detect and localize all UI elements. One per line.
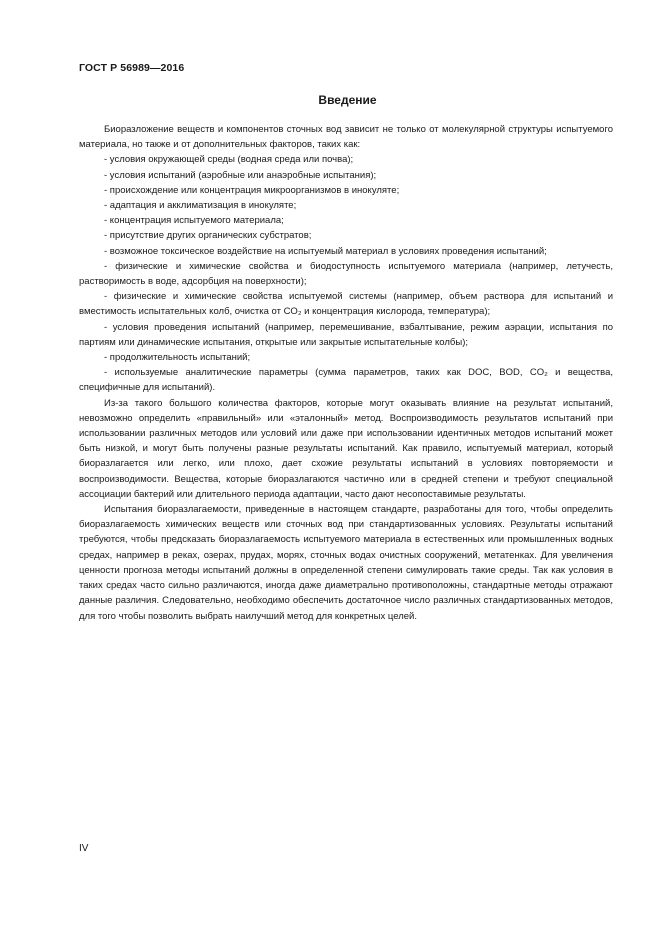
list-item: - условия испытаний (аэробные или анаэробные испытания);: [104, 169, 377, 181]
list-item: - адаптация и акклиматизация в инокуляте;: [104, 200, 297, 212]
list-item: - происхождение или концентрация микроорганизмов в инокуляте;: [104, 184, 400, 196]
standard-header: ГОСТ Р 56989—2016: [79, 62, 185, 74]
list-item: - присутствие других органических субстратов;: [104, 230, 312, 242]
list-item: - продолжительность испытаний;: [104, 352, 251, 364]
list-item: - условия проведения испытаний (например, перемешивание, взбалтывание, режим аэрации, испытания по партиям или динамические испытания, открытые или закрытые испытательные колбы);: [79, 321, 613, 348]
list-item: - возможное токсическое воздействие на испытуемый материал в условиях проведения испытаний;: [104, 245, 547, 257]
list-item: - физические и химические свойства и биодоступность испытуемого материала (например, летучесть, растворимость в воде, адсорбция на поверхности);: [79, 260, 613, 288]
section-title: Введение: [318, 93, 377, 107]
list-item: - используемые аналитические параметры (сумма параметров, таких как DOC, BOD, CO₂ и вещества, специфичные для испытаний).: [79, 367, 613, 394]
body-paragraph: Испытания биоразлагаемости, приведенные в настоящем стандарте, разработаны для того, чтобы определить биоразлагаемость химических веществ или сточных вод при стандартизованных условиях. Результаты испытаний требуются, чтобы предсказать биоразлагаемость испытуемого материала в естественных или промышленных водных средах, например в реках, озерах, прудах, морях, сточных водах очистных сооружений, метатенках. Для увеличения ценности прогноза методы испытаний должны в определенной степени симулировать такие среды. Так как условия в таких средах часто сильно различаются, иногда даже диаметрально противоположны, стандартные методы отражают данные различия. Следовательно, необходимо обеспечить достаточное число различных стандартизованных методов, для того чтобы позволить выбрать наилучший метод для конкретных целей.: [79, 504, 613, 622]
body-text: [79, 122, 613, 624]
list-item: - концентрация испытуемого материала;: [104, 215, 284, 227]
body-paragraph: Из-за такого большого количества факторов, которые могут оказывать влияние на результат испытаний, невозможно определить «правильный» или «эталонный» метод. Воспроизводимость результатов испытаний при использовании различных методов или условий или даже при использовании идентичных методов испытаний может быть низкой, и могут быть получены разные результаты испытаний. Как правило, испытуемый материал, который биоразлагается или легко, или плохо, дает схожие результаты испытаний в условиях повторяемости и воспроизводимости. Вещества, которые биоразлагаются частично или в средней степени и требуют специальной ассоциации бактерий или длительного периода адаптации, часто дают несопоставимые результаты.: [79, 397, 613, 500]
list-item: - физические и химические свойства испытуемой системы (например, объем раствора для испытаний и вместимость испытательных колб, очистка от CO₂ и концентрация кислорода, температура);: [79, 291, 613, 318]
page-number: IV: [79, 843, 89, 854]
intro-paragraph: Биоразложение веществ и компонентов сточных вод зависит не только от молекулярной структуры испытуемого материала, но также и от дополнительных факторов, таких как:: [79, 124, 613, 151]
list-item: - условия окружающей среды (водная среда или почва);: [104, 154, 354, 166]
